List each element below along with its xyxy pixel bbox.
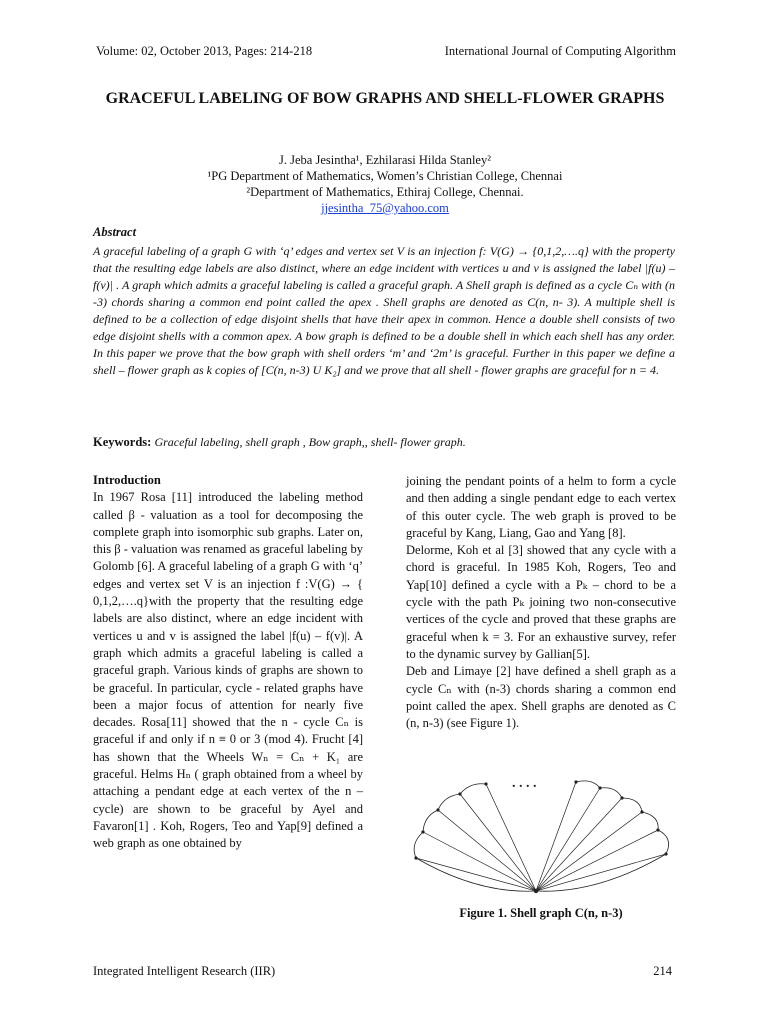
running-header-volume: Volume: 02, October 2013, Pages: 214-218 <box>96 44 313 58</box>
paragraph-web-graph: joining the pendant points of a helm to form a cycle and then adding a single pendant edge to each vertex of this outer cycle. The web graph is proved to be graceful by Kang, Liang, Gao and Yang [8]. <box>406 474 676 540</box>
running-header-journal: International Journal of Computing Algorithm <box>444 44 676 58</box>
author-names: J. Jeba Jesintha¹, Ezhilarasi Hilda Stanley² <box>279 153 491 167</box>
paper-title: GRACEFUL LABELING OF BOW GRAPHS AND SHELL-FLOWER GRAPHS <box>105 90 665 107</box>
footer-publisher: Integrated Intelligent Research (IIR) <box>93 964 276 978</box>
introduction-heading: Introduction <box>93 473 161 487</box>
page-number: 214 <box>653 964 672 978</box>
abstract-text: A graceful labeling of a graph G with ‘q’ edges and vertex set V is an injection f: V(G) → {0,1,2,….q} with the property that the resulting edge labels are also distinct, where an edge incident with vertices u and v is assigned the label |f(u) – f(v)| . A graph which admits a graceful labeling is called a graceful graph. A Shell graph is defined as a cycle Cₙ with (n -3) chords sharing a common end point called the apex . Shell graphs are denoted as C(n, n- 3). A multiple shell is defined to be a collection of edge disjoint shells that have their apex in common. Hence a double shell consists of two edge disjoint shells with a common apex. A bow graph is defined to be a double shell in which each shell has any order. In this paper we prove that the bow graph with shell orders ‘m’ and ‘2m’ is graceful. Further in this paper we define a shell – flower graph as k copies of [C(n, n-3) U K₂] and we prove that all shell - flower graphs are graceful for n = 4. <box>93 244 675 377</box>
author-email-link[interactable]: jjesintha_75@yahoo.com <box>321 201 449 215</box>
keywords-label: Keywords: <box>93 435 152 449</box>
left-column <box>93 472 363 853</box>
affiliation-1: ¹PG Department of Mathematics, Women’s Christian College, Chennai <box>207 169 563 183</box>
abstract-heading: Abstract <box>93 225 137 239</box>
affiliation-2: ²Department of Mathematics, Ethiraj College, Chennai. <box>246 185 524 199</box>
paragraph-cycle-chord: Delorme, Koh et al [3] showed that any cycle with a chord is graceful. In 1985 Koh, Rogers, Teo and Yap[10] defined a cycle with a Pₖ – chord to be a cycle with the path Pₖ joining two non-consecutive vertices of the cycle and proved that these graphs are graceful when k = 3. For an exhaustive survey, refer to the dynamic survey by Gallian[5]. <box>406 543 676 661</box>
figure-caption: Figure 1. Shell graph C(n, n-3) <box>459 906 623 920</box>
author-block <box>90 152 680 216</box>
keywords-text: Graceful labeling, shell graph , Bow graph,, shell- flower graph. <box>154 435 466 449</box>
paragraph-shell-graph: Deb and Limaye [2] have defined a shell graph as a cycle Cₙ with (n-3) chords sharing a common end point called the apex. Shell graphs are denoted as C (n, n-3) (see Figure 1). <box>406 664 676 731</box>
shell-cycle-arcs <box>414 781 669 891</box>
intro-paragraph: In 1967 Rosa [11] introduced the labeling method called β - valuation as a tool for decomposing the complete graph into isomorphic sub graphs. Later on, this β - valuation was renamed as graceful labeling by Golomb [6]. A graceful labeling of a graph G with ‘q’ edges and vertex set V is an injection f :V(G) → { 0,1,2,….q}with the property that the resulting edge labels are also distinct, where an edge incident with vertices u and v is assigned the label |f(u) – f(v)|. A graph which admits a graceful labeling is called a graceful graph. Various kinds of graphs are shown to be graceful. In particular, cycle - related graphs have been a major focus of attention for nearly five decades. Rosa[11] showed that the n - cycle Cₙ is graceful if and only if n ≡ 0 or 3 (mod 4). Frucht [4] has shown that the Wheels Wₙ = Cₙ + K₁ are graceful. Helms Hₙ ( graph obtained from a wheel by attaching a pendant edge at each vertex of the n – cycle) are shown to be graceful by Ayel and Favaron[1] . Koh, Rogers, Teo and Yap[9] defined a web graph as one obtained by <box>93 490 363 851</box>
shell-graph-figure <box>408 776 676 898</box>
keywords-line <box>93 435 683 450</box>
ellipsis-dots: . . . . <box>512 776 537 791</box>
right-column <box>406 473 676 732</box>
